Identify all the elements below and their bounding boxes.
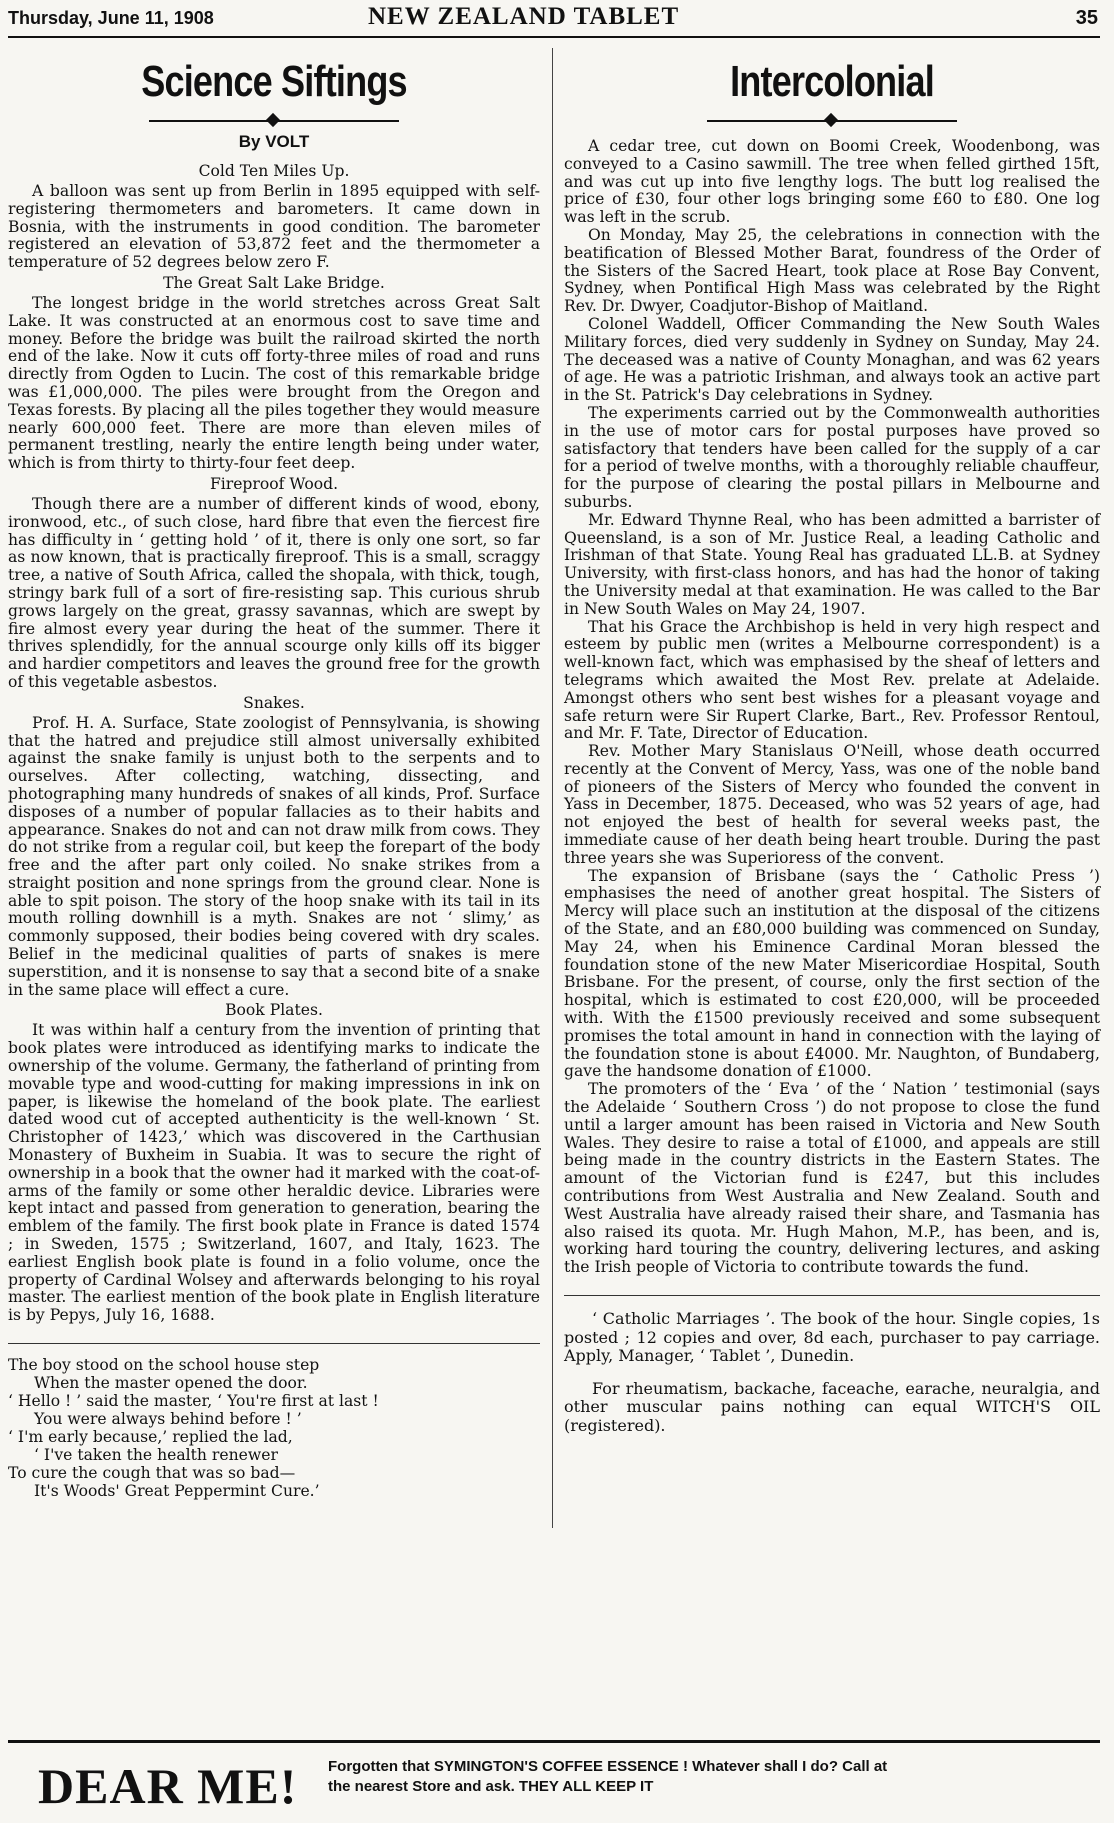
- footer-advert: [8, 1740, 1100, 1823]
- notice-catholic-marriages: ‘ Catholic Marriages ’. The book of the hour. Single copies, 1s posted ; 12 copies and over, 8d each, purchaser to pay carriage. Apply, Manager, ‘ Tablet ’, Dunedin.: [564, 1309, 1100, 1365]
- news-paragraph: A cedar tree, cut down on Boomi Creek, Woodenbong, was conveyed to a Casino sawmill. The tree when felled girthed 15ft, and was cut up into five lengthy logs. The butt log realised the price of £30, four other logs bringing some £60 to £80. One log was left in the scrub.: [564, 137, 1100, 227]
- poem-line: It's Woods' Great Peppermint Cure.’: [34, 1482, 320, 1501]
- article-heading: Snakes.: [243, 693, 305, 712]
- article-heading: Fireproof Wood.: [209, 474, 339, 493]
- news-paragraph: That his Grace the Archbishop is held in very high respect and esteem by public men (writes a Melbourne correspondent) is a well-known fact, which was emphasised by the sheaf of letters and telegrams which awaited the Most Rev. prelate at Adelaide. Amongst others who sent best wishes for a pleasant voyage and safe return were Sir Rupert Clarke, Bart., Rev. Professor Rentoul, and Mr. F. Tate, Director of Education.: [564, 617, 1100, 743]
- article-heading: Cold Ten Miles Up.: [198, 162, 350, 180]
- poem-line: ‘ I've taken the health renewer: [34, 1446, 278, 1465]
- article-paragraph: Though there are a number of different kinds of wood, ebony, ironwood, etc., of such close, hard fibre that even the fiercest fire has difficulty in ‘ getting hold ’ of it, there is only one sort, so far as now known, that is practically fireproof. This is a small, scraggy tree, a native of South Africa, called the shopala, with thick, tough, stringy bark full of a sort of fire-resisting sap. This curious shrub grows largely on the great, grassy savannas, which are swept by fire almost every year during the heat of the summer. There it thrives splendidly, for the annual scourge only kills off its bigger and hardier competitors and leaves the ground free for the growth of this vegetable asbestos.: [8, 494, 540, 691]
- advert-poem: [8, 1343, 540, 1500]
- notice-separator: [564, 1295, 1100, 1296]
- footer-ad-text: [328, 1757, 1088, 1797]
- news-paragraph: The promoters of the ‘ Eva ’ of the ‘ Nation ’ testimonial (says the Adelaide ‘ Southern Cross ’) do not propose to close the fund until a larger amount has been raised in Victoria and New South Wales. They desire to raise a total of £1000, and appeals are still being made in the country districts in the Eastern States. The amount of the Victorian fund is £247, but this includes contributions from West Australia and New Zealand. South and West Australia have already raised their share, and Tasmania has also raised its quota. Mr. Hugh Mahon, M.P., has been, and is, working hard touring the country, delivering lectures, and asking the Irish people of Victoria to contribute towards the fund.: [564, 1080, 1100, 1277]
- page-number: 35: [1075, 7, 1098, 29]
- poem-line: To cure the cough that was so bad—: [8, 1464, 296, 1483]
- news-paragraph: On Monday, May 25, the celebrations in connection with the beatification of Blessed Mother Barat, foundress of the Order of the Sisters of the Sacred Heart, took place at Rose Bay Convent, Sydney, when Pontifical High Mass was celebrated by the Right Rev. Dr. Dwyer, Coadjutor-Bishop of Maitland.: [564, 225, 1100, 316]
- footer-headline: DEAR ME!: [38, 1758, 298, 1814]
- poem-line: The boy stood on the school house step: [8, 1356, 320, 1375]
- science-siftings-column: [8, 50, 540, 1500]
- poem-line: When the master opened the door.: [34, 1374, 308, 1393]
- footer-ad-line: the nearest Store and ask. THEY ALL KEEP IT: [328, 1778, 654, 1795]
- ornament-rule: [149, 114, 399, 128]
- poem-line: You were always behind before ! ’: [34, 1410, 302, 1429]
- column-divider: [552, 48, 553, 1528]
- article-paragraph: The longest bridge in the world stretches across Great Salt Lake. It was constructed at an enormous cost to save time and money. Before the bridge was built the railroad skirted the north end of the lake. Now it cuts off forty-three miles of road and runs directly from Ogden to Lucin. The cost of this remarkable bridge was £1,000,000. The piles were brought from the Oregon and Texas forests. By placing all the piles together they would measure nearly 600,000 feet. There are more than eleven miles of permanent trestling, nearly the entire length being under water, which is from thirty to thirty-four feet deep.: [8, 293, 540, 473]
- news-paragraph: The experiments carried out by the Commonwealth authorities in the use of motor cars for postal purposes have proved so satisfactory that tenders have been called for the supply of a car for a period of twelve months, with a thoroughly reliable chauffeur, for the purpose of clearing the postal pillars in Melbourne and suburbs.: [564, 403, 1100, 511]
- section-title-intercolonial: Intercolonial: [730, 57, 934, 106]
- poem-line: ‘ Hello ! ’ said the master, ‘ You're first at last !: [8, 1392, 379, 1411]
- byline: By VOLT: [238, 132, 310, 151]
- intercolonial-articles: [564, 138, 1100, 1277]
- news-paragraph: Rev. Mother Mary Stanislaus O'Neill, whose death occurred recently at the Convent of Mercy, Yass, was one of the noble band of pioneers of the Sisters of Mercy who founded the convent in Yass in December, 1875. Deceased, who was 52 years of age, had not enjoyed the best of health for several weeks past, the immediate cause of her death being heart trouble. During the past three years she was Superioress of the convent.: [564, 742, 1100, 867]
- news-paragraph: Colonel Waddell, Officer Commanding the New South Wales Military forces, died very suddenly in Sydney on Sunday, May 24. The deceased was a native of County Monaghan, and was 62 years of age. He was a patriotic Irishman, and always took an active part in the St. Patrick's Day celebrations in Sydney.: [564, 314, 1100, 405]
- article-paragraph: It was within half a century from the invention of printing that book plates were introduced as identifying marks to indicate the ownership of the volume. Germany, the fatherland of printing from movable type and wood-cutting for making impressions in ink on paper, is likewise the homeland of the book plate. The earliest dated wood cut of accepted authenticity is the well-known ‘ St. Christopher of 1423,’ which was discovered in the Carthusian Monastery of Buxheim in Suabia. It was to secure the right of ownership in a book that the owner had it marked with the coat-of-arms of the family or some other heraldic device. Libraries were kept intact and passed from generation to generation, bearing the emblem of the family. The first book plate in France is dated 1574 ; in Sweden, 1575 ; Switzerland, 1607, and Italy, 1623. The earliest English book plate is found in a folio volume, once the property of Cardinal Wolsey and afterwards belonging to his royal master. The earliest mention of the book plate in English literature is by Pepys, July 16, 1688.: [8, 1021, 540, 1325]
- article-paragraph: A balloon was sent up from Berlin in 1895 equipped with self-registering thermometers and barometers. It came down in Bosnia, with the instruments in good condition. The barometer registered an elevation of 53,872 feet and the thermometer a temperature of 52 degrees below zero F.: [8, 182, 540, 272]
- ornament-rule: [707, 114, 957, 128]
- science-articles: [8, 162, 540, 1325]
- article-paragraph: Prof. H. A. Surface, State zoologist of Pennsylvania, is showing that the hatred and prejudice still almost universally exhibited against the snake family is unjust both to the serpents and to ourselves. After collecting, watching, dissecting, and photographing many hundreds of snakes of all kinds, Prof. Surface disposes of a number of popular fallacies as to their habits and appearance. Snakes do not and can not draw milk from cows. They do not strike from a regular coil, but keep the forepart of the body free and the after part only coiled. No snake strikes from a straight position and none springs from the ground clear. None is able to spit poison. The story of the hoop snake with its tail in its mouth rolling downhill is a myth. Snakes are not ‘ slimy,’ as commonly supposed, their bodies being covered with dry scales. Belief in the medicinal qualities of parts of snakes is mere superstition, and it is nonsense to say that a second bite of a snake in the same place will effect a cure.: [8, 713, 540, 999]
- page-header: [8, 2, 1100, 38]
- section-title-science: Science Siftings: [141, 57, 407, 106]
- footer-ad-line: Forgotten that SYMINGTON'S COFFEE ESSENCE ! Whatever shall I do? Call at: [328, 1758, 888, 1775]
- news-paragraph: Mr. Edward Thynne Real, who has been admitted a barrister of Queensland, is a son of Mr. Justice Real, a leading Catholic and Irishman of that State. Young Real has graduated LL.B. at Sydney University, with first-class honors, and has had the honor of taking the University medal at that examination. He was called to the Bar in New South Wales on May 24, 1907.: [564, 510, 1100, 618]
- poem-line: ‘ I'm early because,’ replied the lad,: [8, 1428, 293, 1447]
- news-paragraph: The expansion of Brisbane (says the ‘ Catholic Press ’) emphasises the need of another great hospital. The Sisters of Mercy will place such an institution at the disposal of the citizens of the State, and an £80,000 building was commenced on Sunday, May 24, when his Eminence Cardinal Moran blessed the foundation stone of the new Mater Misericordiae Hospital, South Brisbane. For the present, of course, only the first section of the hospital, which is estimated to cost £20,000, will be proceeded with. With the £1500 previously received and some subsequent promises the total amount in hand in connection with the laying of the foundation stone is about £4000. Mr. Naughton, of Bundaberg, gave the handsome donation of £1000.: [564, 866, 1100, 1081]
- intercolonial-column: [564, 50, 1100, 1435]
- article-heading: Book Plates.: [225, 1001, 323, 1020]
- article-heading: The Great Salt Lake Bridge.: [163, 273, 385, 292]
- notices: [564, 1310, 1100, 1435]
- newspaper-title: NEW ZEALAND TABLET: [368, 3, 680, 30]
- issue-date: Thursday, June 11, 1908: [8, 8, 214, 28]
- notice-witchs-oil: For rheumatism, backache, faceache, earache, neuralgia, and other muscular pains nothing can equal WITCH'S OIL (registered).: [564, 1378, 1100, 1435]
